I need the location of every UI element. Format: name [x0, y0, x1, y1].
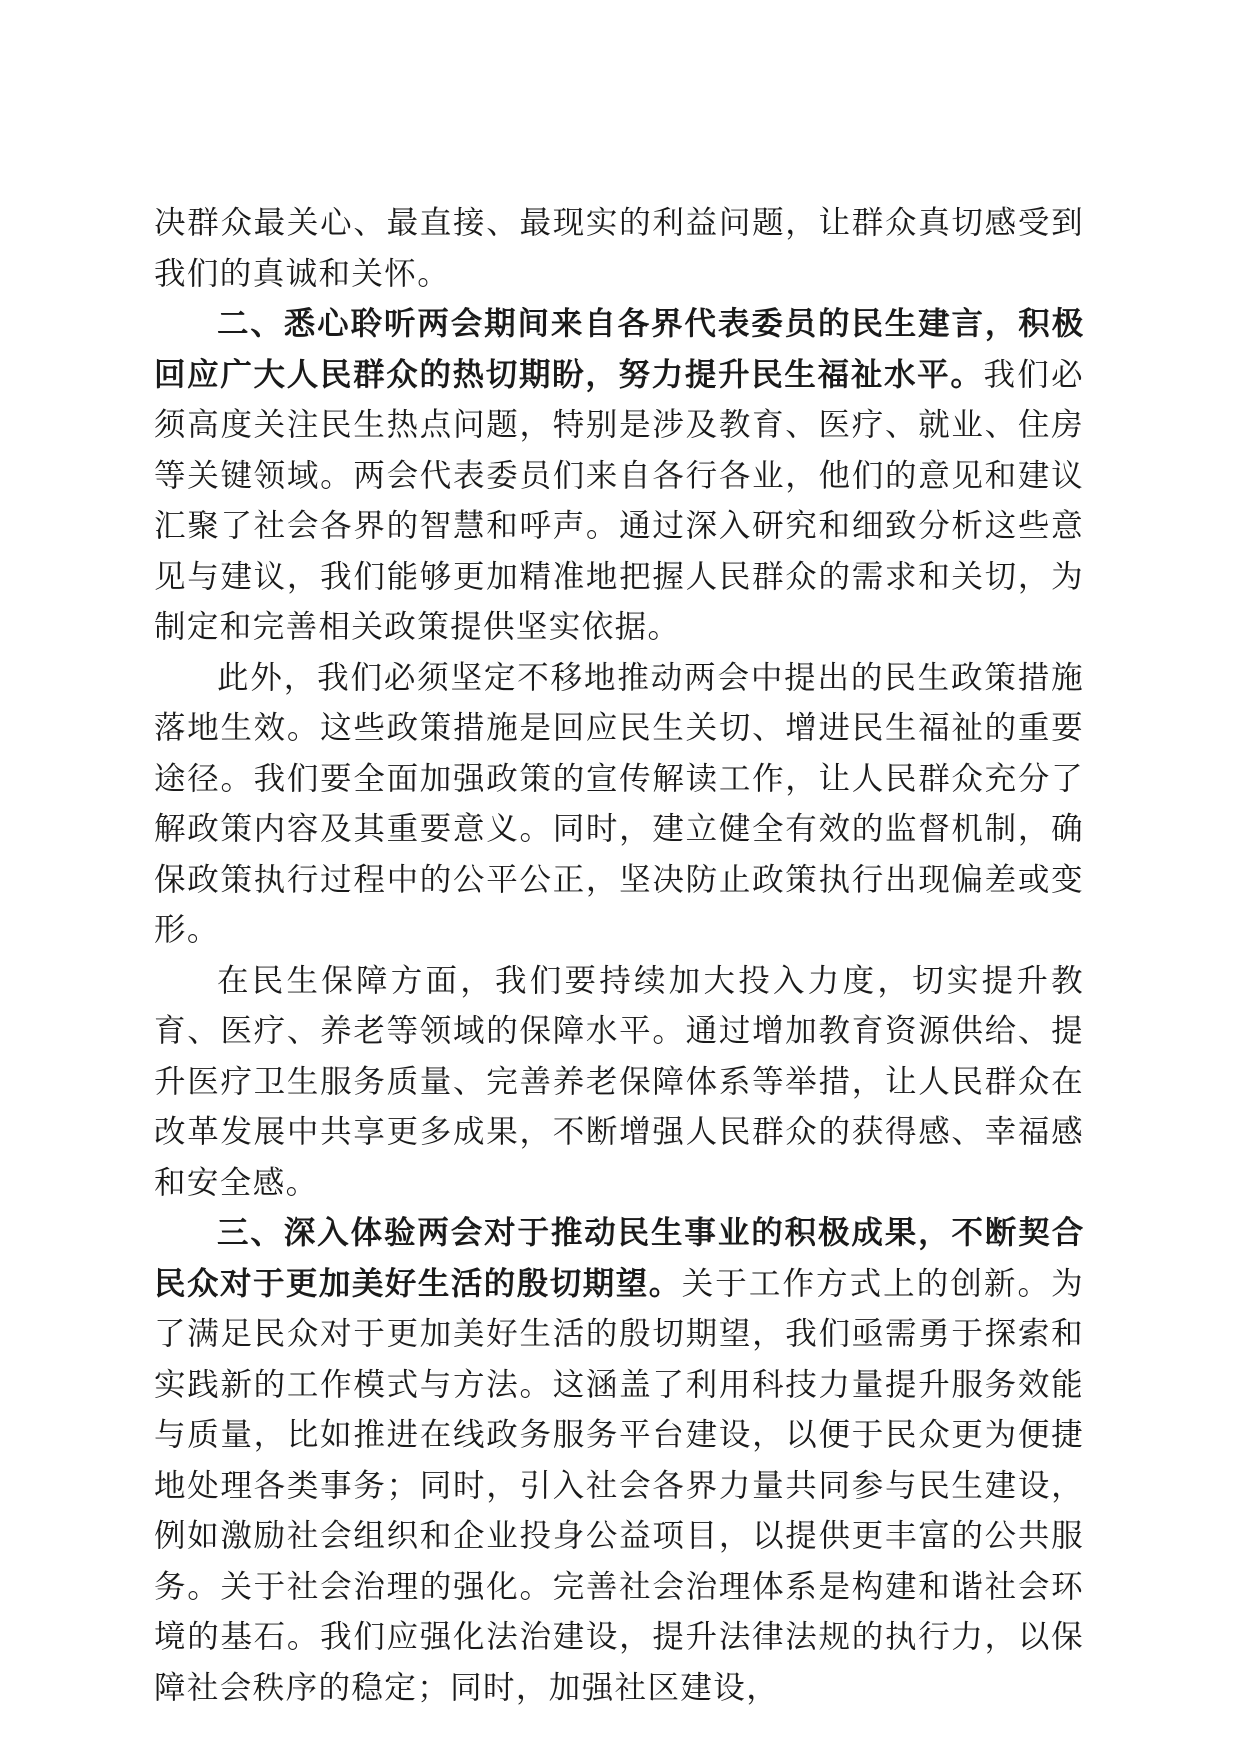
paragraph-policy-implementation: 此外，我们必须坚定不移地推动两会中提出的民生政策措施落地生效。这些政策措施是回应民生关切、增进民生福祉的重要途径。我们要全面加强政策的宣传解读工作，让人民群众充分了解政策内容及其重要意义。同时，建立健全有效的监督机制，确保政策执行过程中的公平公正，坚决防止政策执行出现偏差或变形。 — [154, 659, 1084, 948]
paragraph-section-three — [154, 1208, 1084, 1713]
section-three-heading: 三、深入体验两会对于推动民生事业的积极成果，不断契合民众对于更加美好生活的殷切期望。 — [154, 1215, 1084, 1302]
section-two-body: 我们必须高度关注民生热点问题，特别是涉及教育、医疗、就业、住房等关键领域。两会代表委员们来自各行各业，他们的意见和建议汇聚了社会各界的智慧和呼声。通过深入研究和细致分析这些意见与建议，我们能够更加精准地把握人民群众的需求和关切，为制定和完善相关政策提供坚实依据。 — [154, 356, 1084, 645]
paragraph-continuation: 决群众最关心、最直接、最现实的利益问题，让群众真切感受到我们的真诚和关怀。 — [154, 205, 1084, 292]
paragraph-section-two — [154, 299, 1084, 653]
section-three-body: 关于工作方式上的创新。为了满足民众对于更加美好生活的殷切期望，我们亟需勇于探索和实践新的工作模式与方法。这涵盖了利用科技力量提升服务效能与质量，比如推进在线政务服务平台建设，以便于民众更为便捷地处理各类事务；同时，引入社会各界力量共同参与民生建设，例如激励社会组织和企业投身公益项目，以提供更丰富的公共服务。关于社会治理的强化。完善社会治理体系是构建和谐社会环境的基石。我们应强化法治建设，提升法律法规的执行力，以保障社会秩序的稳定；同时，加强社区建设， — [154, 1265, 1084, 1706]
section-two-heading: 二、悉心聆听两会期间来自各界代表委员的民生建言，积极回应广大人民群众的热切期盼，努力提升民生福祉水平。 — [154, 306, 1084, 393]
document-body — [154, 198, 1084, 1713]
paragraph-livelihood-security: 在民生保障方面，我们要持续加大投入力度，切实提升教育、医疗、养老等领域的保障水平。通过增加教育资源供给、提升医疗卫生服务质量、完善养老保障体系等举措，让人民群众在改革发展中共享更多成果，不断增强人民群众的获得感、幸福感和安全感。 — [154, 962, 1084, 1201]
